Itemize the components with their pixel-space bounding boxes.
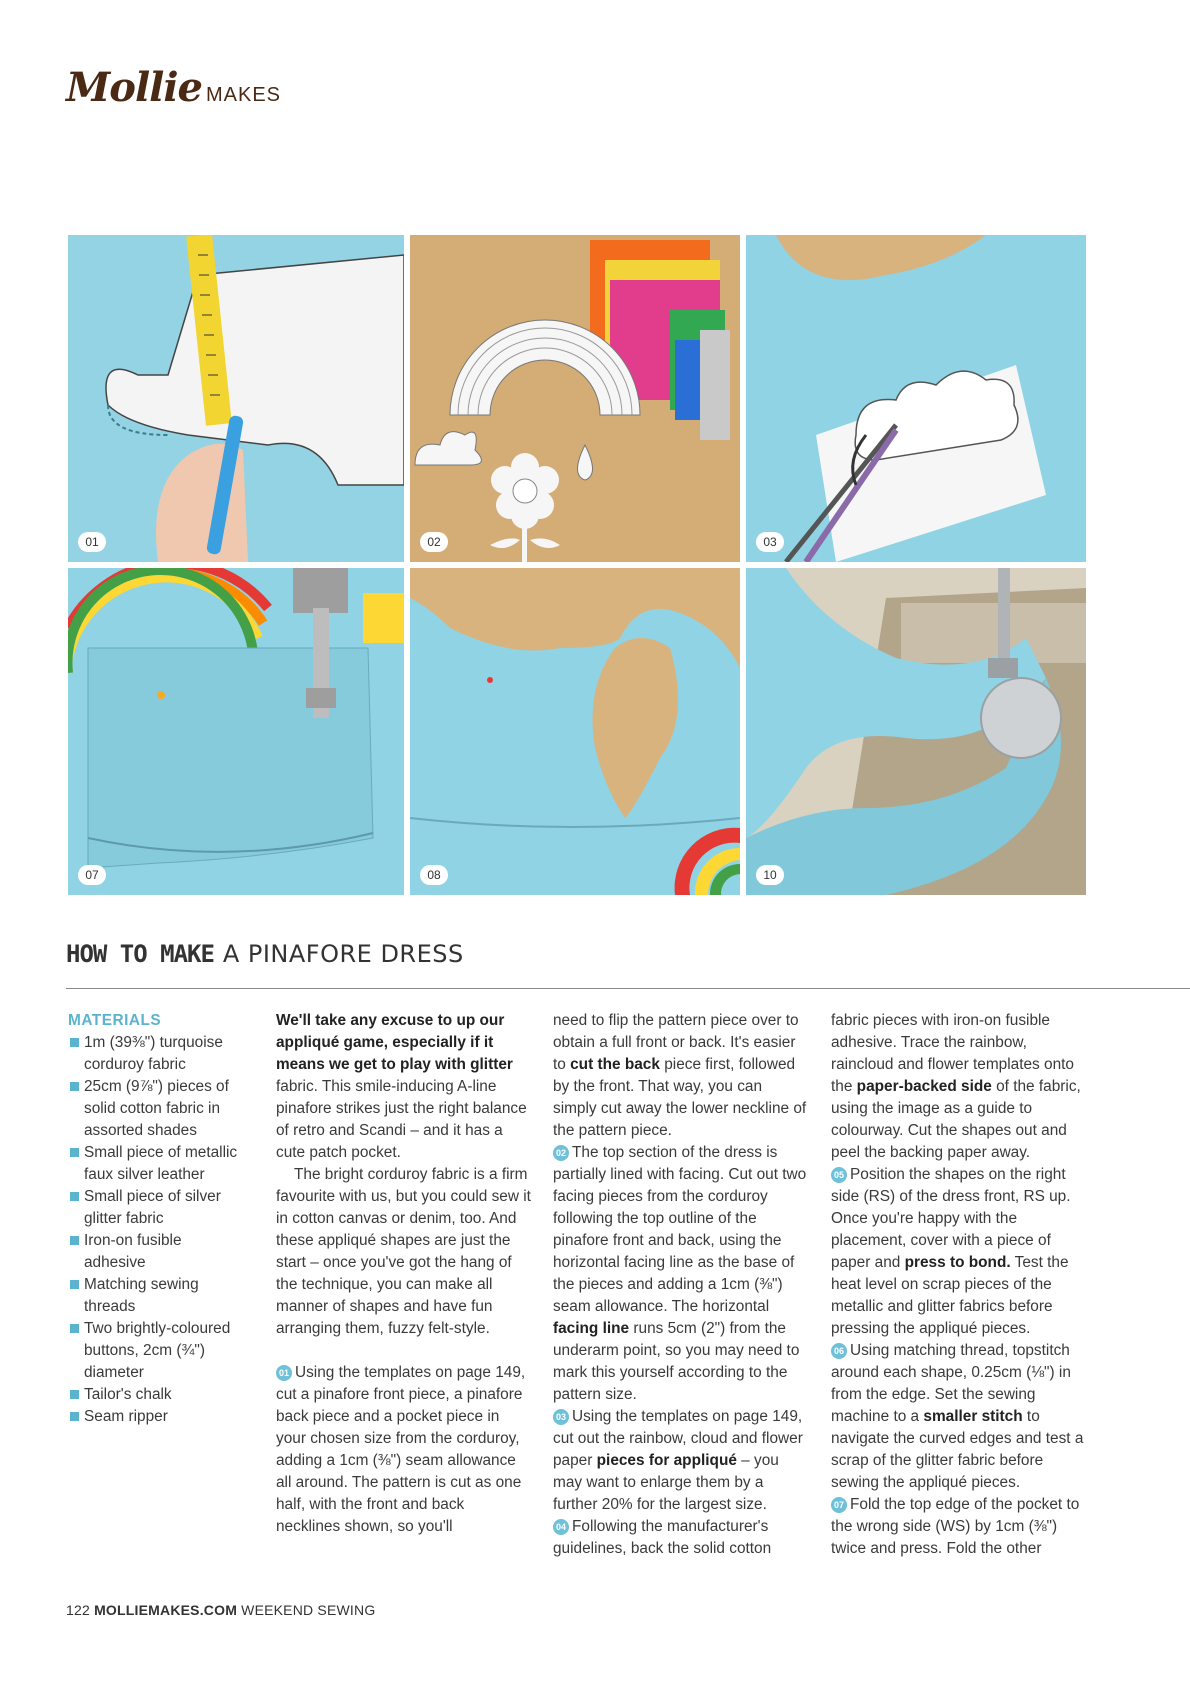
photo-step-07: [68, 568, 404, 895]
photo-step-03: [746, 235, 1086, 562]
paragraph: fabric pieces with iron-on fusible adhesive. Trace the rainbow, raincloud and flower templates onto the paper-backed side of the fabric, using the image as a guide to colourway. Cut the shapes out and peel the backing paper away.: [831, 1012, 1081, 1161]
text-column-4: [831, 1010, 1087, 1560]
step-badge: 01: [78, 532, 106, 552]
step-badge: 07: [78, 865, 106, 885]
section-title: [66, 940, 464, 968]
photo-templates-illustration: [410, 235, 740, 562]
logo-script: Mollie: [66, 64, 202, 111]
step-badge: 02: [420, 532, 448, 552]
step-05: 05 Position the shapes on the right side (RS) of the dress front, RS up. Once you're happy with the placement, cover with a piece of paper and press to bond. Test the heat level on scrap pieces of the metallic and glitter fabrics before pressing the appliqué pieces.: [831, 1166, 1071, 1337]
material-item: Seam ripper: [68, 1406, 238, 1428]
step-number-icon: 03: [553, 1409, 569, 1425]
page-footer: [66, 1602, 375, 1618]
intro-bold: We'll take any excuse to up our appliqué game, especially if it means we get to play with glitter: [276, 1012, 513, 1073]
text-column-3: [553, 1010, 809, 1560]
photo-pocket-illustration: [68, 568, 404, 895]
step-02: 02 The top section of the dress is partially lined with facing. Cut out two facing pieces from the corduroy following the top outline of the pinafore front and back, using the horizontal facing line as the base of the pieces and adding a 1cm (⅜") seam allowance. The horizontal facing line runs 5cm (2") from the underarm point, so you may need to mark this yourself according to the pattern size.: [553, 1144, 807, 1403]
material-item: Iron-on fusible adhesive: [68, 1230, 238, 1274]
step-03: 03 Using the templates on page 149, cut out the rainbow, cloud and flower paper pieces for appliqué – you may want to enlarge them by a further 20% for the largest size.: [553, 1408, 803, 1513]
photo-sewing-machine-illustration: [746, 568, 1086, 895]
step-badge: 10: [756, 865, 784, 885]
footer-section: WEEKEND SEWING: [241, 1602, 376, 1618]
intro-rest: fabric. This smile-inducing A-line pinafore strikes just the right balance of retro and Scandi – and it has a cute patch pocket.: [276, 1078, 527, 1161]
photo-step-10: [746, 568, 1086, 895]
step-number-icon: 01: [276, 1365, 292, 1381]
materials-list: [68, 1010, 238, 1428]
step-07: 07 Fold the top edge of the pocket to the wrong side (WS) by 1cm (⅜") twice and press. Fold the other: [831, 1496, 1080, 1557]
step-04: 04 Following the manufacturer's guidelines, back the solid cotton: [553, 1518, 772, 1557]
step-number-icon: 06: [831, 1343, 847, 1359]
material-item: Matching sewing threads: [68, 1274, 238, 1318]
step-number-icon: 07: [831, 1497, 847, 1513]
photo-step-08: [410, 568, 740, 895]
photo-step-02: [410, 235, 740, 562]
photo-cutting-illustration: [746, 235, 1086, 562]
logo-makes: MAKES: [206, 84, 282, 106]
step-number-icon: 05: [831, 1167, 847, 1183]
step-number-icon: 04: [553, 1519, 569, 1535]
section-title-rest: A PINAFORE DRESS: [222, 940, 464, 968]
photo-step-01: [68, 235, 404, 562]
photo-measuring-illustration: [68, 235, 404, 562]
material-item: 1m (39⅜") turquoise corduroy fabric: [68, 1032, 238, 1076]
text-column-2: [276, 1010, 532, 1538]
step-06: 06 Using matching thread, topstitch around each shape, 0.25cm (⅛") in from the edge. Set the sewing machine to a smaller stitch to navigate the curved edges and test a scrap of the glitter fabric before sewing the appliqué pieces.: [831, 1342, 1084, 1491]
material-item: Two brightly-coloured buttons, 2cm (¾") diameter: [68, 1318, 238, 1384]
footer-site: MOLLIEMAKES.COM: [94, 1602, 238, 1618]
photo-neckline-illustration: [410, 568, 740, 895]
step-badge: 03: [756, 532, 784, 552]
magazine-logo: [66, 64, 281, 111]
paragraph: The bright corduroy fabric is a firm favourite with us, but you could sew it in cotton canvas or denim, too. And these appliqué shapes are just the start – once you've got the hang of the technique, you can make all manner of shapes and have fun arranging them, fuzzy felt-style.: [276, 1166, 531, 1337]
material-item: Small piece of silver glitter fabric: [68, 1186, 238, 1230]
material-item: Tailor's chalk: [68, 1384, 238, 1406]
materials-title: MATERIALS: [68, 1012, 162, 1029]
intro-paragraph: [276, 1010, 532, 1164]
step-01: 01 Using the templates on page 149, cut a pinafore front piece, a pinafore back piece and a pocket piece in your chosen size from the corduroy, adding a 1cm (⅜") seam allowance all around. The pattern is cut as one half, with the front and back necklines shown, so you'll: [276, 1364, 526, 1535]
section-divider: [66, 988, 1190, 989]
step-number-icon: 02: [553, 1145, 569, 1161]
step-badge: 08: [420, 865, 448, 885]
page-number: 122: [66, 1602, 90, 1618]
paragraph: need to flip the pattern piece over to obtain a full front or back. It's easier to cut the back piece first, followed by the front. That way, you can simply cut away the lower neckline of the pattern piece.: [553, 1012, 807, 1139]
material-item: 25cm (9⅞") pieces of solid cotton fabric in assorted shades: [68, 1076, 238, 1142]
material-item: Small piece of metallic faux silver leather: [68, 1142, 238, 1186]
section-title-bold: HOW TO MAKE: [66, 940, 214, 968]
